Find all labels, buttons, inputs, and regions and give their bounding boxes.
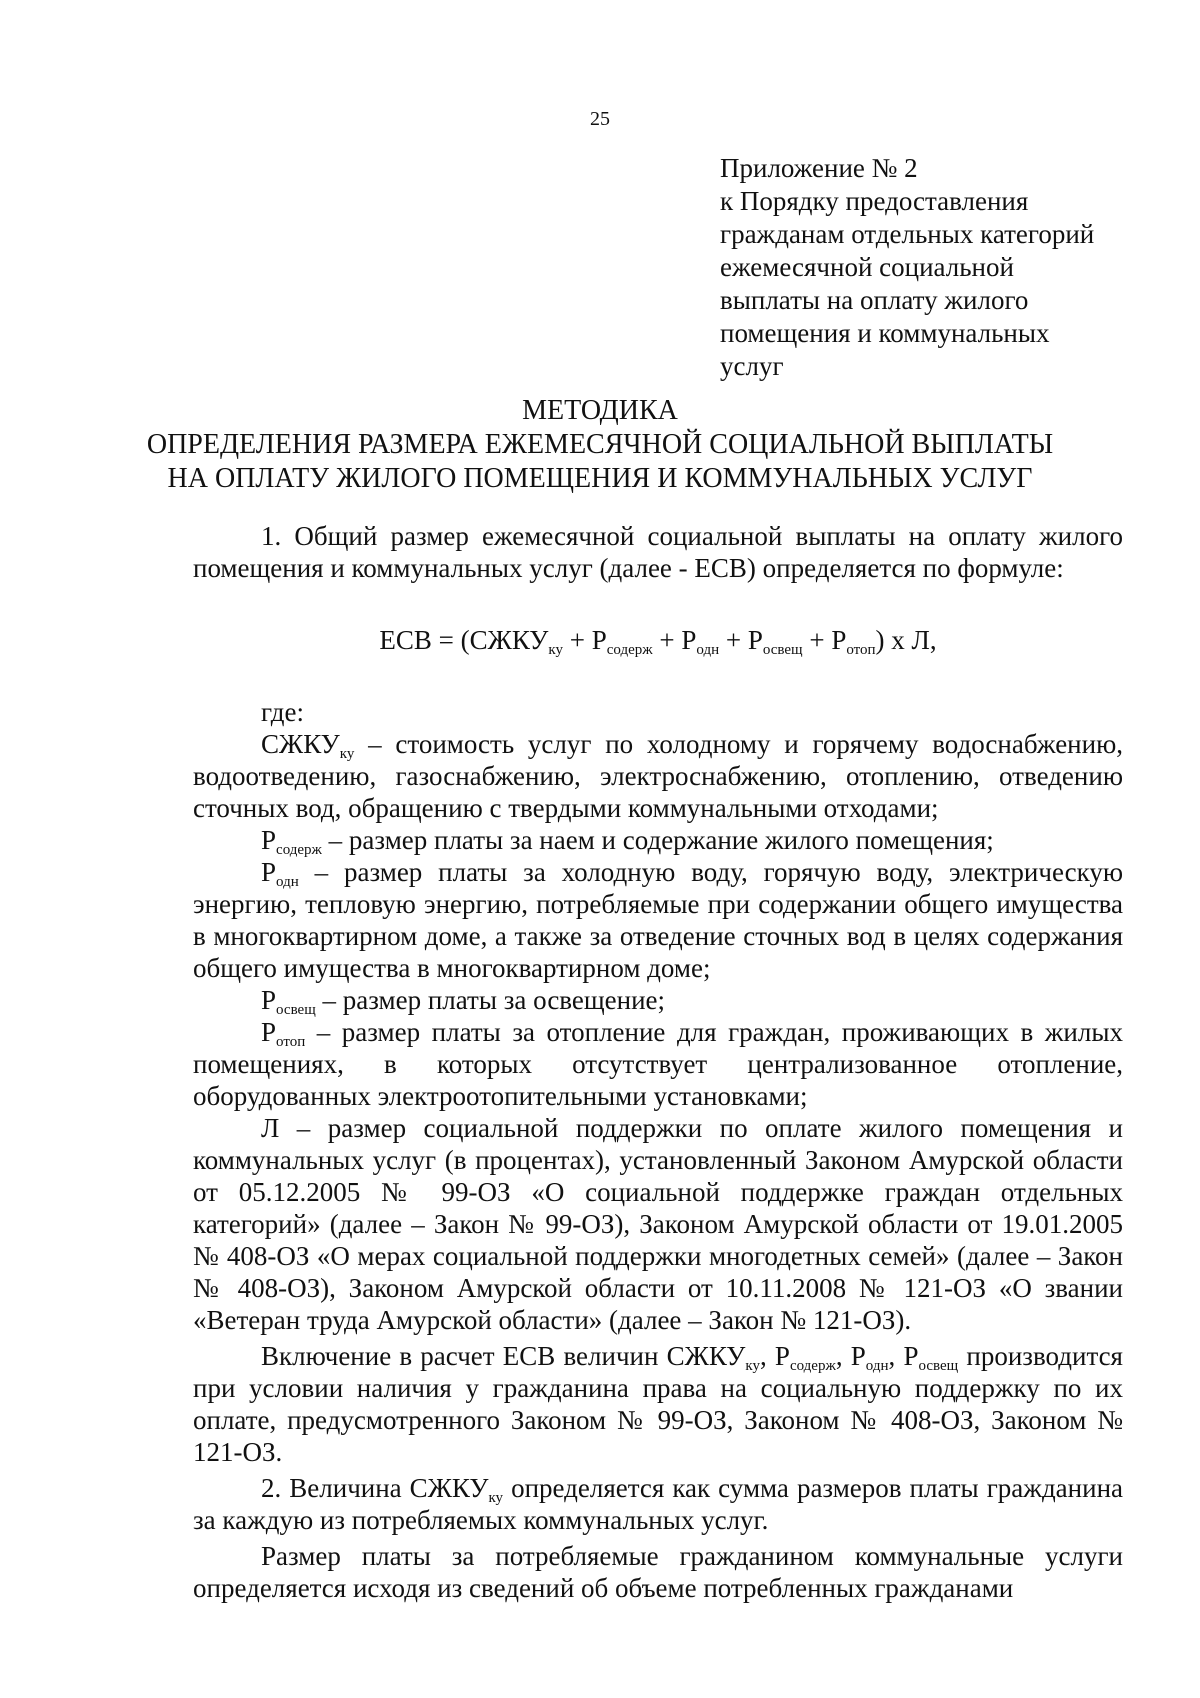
esv-formula [193,624,1123,656]
def-subscript: одн [276,874,299,890]
formula-part: + Р [652,625,697,655]
paragraph-1: 1. Общий размер ежемесячной социальной выплаты на оплату жилого помещения и коммунальных услуг (далее - ЕСВ) определяется по формуле: [193,521,1123,583]
definition-rodn [193,856,1123,984]
definition-rosveshch [193,984,1123,1016]
incl-part: , Р [835,1341,866,1371]
title-line: ОПРЕДЕЛЕНИЯ РАЗМЕРА ЕЖЕМЕСЯЧНОЙ СОЦИАЛЬНОЙ ВЫПЛАТЫ [146,429,1054,460]
appendix-line: помещения и коммунальных [720,318,1050,348]
incl-subscript: содерж [789,1358,836,1374]
def-text: – стоимость услуг по холодному и горячему водоснабжению, водоотведению, газоснабжению, электроснабжению, отоплению, отведению сточных вод, обращению с твердыми коммунальными отходами; [193,729,1123,823]
appendix-reference [720,152,1150,383]
def-text: – размер платы за отопление для граждан, проживающих в жилых помещениях, в которых отсутствует централизованное отопление, оборудованных электроотопительными установками; [193,1017,1123,1111]
def-text: – размер платы за холодную воду, горячую воду, электрическую энергию, тепловую энергию, потребляемые при содержании общего имущества в многоквартирном доме, а также за отведение сточных вод в целях содержания общего имущества в многоквартирном доме; [193,857,1123,983]
p2-part: 2. Величина СЖКУ [261,1473,489,1503]
p2-part: определяется как сумма размеров платы гражданина за каждую из потребляемых коммунальных услуг. [193,1473,1123,1535]
def-subscript: освещ [276,1002,316,1018]
paragraph-2 [193,1472,1123,1536]
appendix-line: ежемесячной социальной [720,252,1014,282]
incl-part: Включение в расчет ЕСВ величин СЖКУ [261,1341,746,1371]
formula-part: + Р [802,625,847,655]
definition-rsoderzh [193,824,1123,856]
def-subscript: ку [339,746,355,762]
where-label: где: [261,697,304,727]
incl-part: , Р [760,1341,790,1371]
formula-part: ) х Л, [875,625,937,655]
formula-subscript: ку [548,642,563,658]
title-line: НА ОПЛАТУ ЖИЛОГО ПОМЕЩЕНИЯ И КОММУНАЛЬНЫХ УСЛУГ [167,463,1033,494]
incl-part: производится при условии наличия у гражданина права на социальную поддержку по их оплате, предусмотренного Законом № 99-ОЗ, Законом № 408-ОЗ, Законом № 121-ОЗ. [193,1341,1123,1467]
def-subscript: отоп [276,1034,306,1050]
page-number: 25 [590,108,610,130]
def-symbol: СЖКУ [261,729,340,759]
incl-subscript: одн [865,1358,889,1374]
incl-part: , Р [888,1341,919,1371]
formula-subscript: освещ [762,642,803,658]
definition-rotop [193,1016,1123,1112]
formula-part: + Р [719,625,763,655]
def-text: – размер платы за наем и содержание жилого помещения; [321,825,994,855]
formula-subscript: одн [696,642,720,658]
formula-subscript: содерж [606,642,653,658]
def-symbol: Р [261,825,277,855]
formula-subscript: отоп [846,642,876,658]
incl-subscript: освещ [918,1358,959,1374]
document-body [193,520,1123,1604]
appendix-line: выплаты на оплату жилого [720,285,1029,315]
def-symbol: Р [261,1017,277,1047]
title-line: МЕТОДИКА [522,395,678,426]
def-subscript: содерж [276,842,322,858]
def-text: – размер платы за освещение; [315,985,666,1015]
inclusion-paragraph [193,1340,1123,1468]
appendix-line: Приложение № 2 [720,153,918,183]
paragraph-3: Размер платы за потребляемые гражданином коммунальные услуги определяется исходя из сведений об объеме потребленных гражданами [193,1541,1123,1603]
definition-l: Л – размер социальной поддержки по оплате жилого помещения и коммунальных услуг (в процентах), установленный Законом Амурской области от 05.12.2005 № 99-ОЗ «О социальной поддержке граждан отдельных категорий» (далее – Закон № 99-ОЗ), Законом Амурской области от 19.01.2005 № 408-ОЗ «О мерах социальной поддержки многодетных семей» (далее – Закон № 408-ОЗ), Законом Амурской области от 10.11.2008 № 121-ОЗ «О звании «Ветеран труда Амурской области» (далее – Закон № 121-ОЗ). [193,1113,1123,1335]
appendix-line: гражданам отдельных категорий [720,219,1095,249]
def-symbol: Р [261,857,277,887]
document-title [0,394,1200,496]
appendix-line: к Порядку предоставления [720,186,1029,216]
incl-subscript: ку [745,1358,760,1374]
formula-part: + Р [562,625,607,655]
def-symbol: Р [261,985,277,1015]
p2-subscript: ку [488,1490,504,1506]
appendix-line: услуг [720,351,784,381]
definition-szhku [193,728,1123,824]
formula-part: ЕСВ = (СЖКУ [379,625,549,655]
